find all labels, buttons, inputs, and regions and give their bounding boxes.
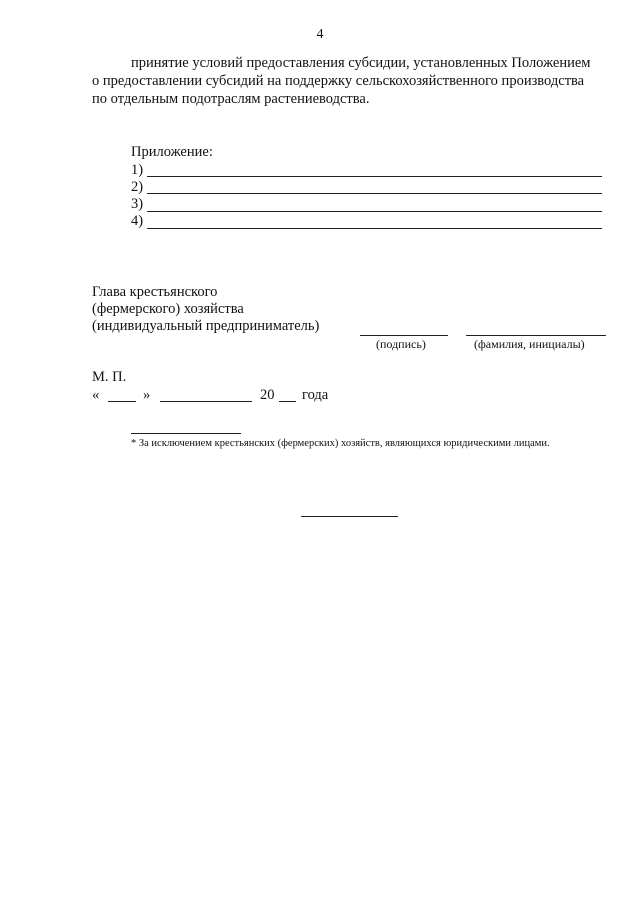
date-month-line xyxy=(160,401,252,402)
footnote-divider xyxy=(131,433,241,434)
date-close-quote: » xyxy=(143,387,151,403)
name-caption: (фамилия, инициалы) xyxy=(474,337,585,351)
attachment-number: 4) xyxy=(131,213,144,229)
date-year-prefix: 20 xyxy=(260,387,275,403)
signature-caption: (подпись) xyxy=(376,337,426,351)
attachment-number: 2) xyxy=(131,179,144,195)
date-year-line xyxy=(279,401,296,402)
attachment-number: 1) xyxy=(131,162,144,178)
head-title-line: (фермерского) хозяйства xyxy=(92,301,244,317)
date-year-suffix: года xyxy=(302,387,329,403)
attachment-line xyxy=(147,211,602,212)
head-title-line: Глава крестьянского xyxy=(92,284,218,300)
attachment-line xyxy=(147,176,602,177)
end-divider xyxy=(301,516,398,517)
seal-label: М. П. xyxy=(92,369,127,385)
date-open-quote: « xyxy=(92,387,100,403)
page-number: 4 xyxy=(316,27,324,42)
body-paragraph xyxy=(92,54,607,108)
paragraph-line: о предоставлении субсидий на поддержку сельскохозяйственного производства xyxy=(92,73,585,89)
date-day-line xyxy=(108,401,136,402)
attachment-line xyxy=(147,228,602,229)
attachment-line xyxy=(147,193,602,194)
head-title-line: (индивидуальный предприниматель) xyxy=(92,318,320,334)
footnote: * За исключением крестьянских (фермерских) хозяйств, являющихся юридическими лицами. xyxy=(131,438,550,449)
signature-line xyxy=(360,335,448,336)
paragraph-line: принятие условий предоставления субсидии, установленных Положением xyxy=(131,55,591,71)
attachments-title: Приложение: xyxy=(131,144,213,160)
paragraph-line: по отдельным подотраслям растениеводства. xyxy=(92,91,370,107)
name-line xyxy=(466,335,606,336)
attachment-number: 3) xyxy=(131,196,144,212)
